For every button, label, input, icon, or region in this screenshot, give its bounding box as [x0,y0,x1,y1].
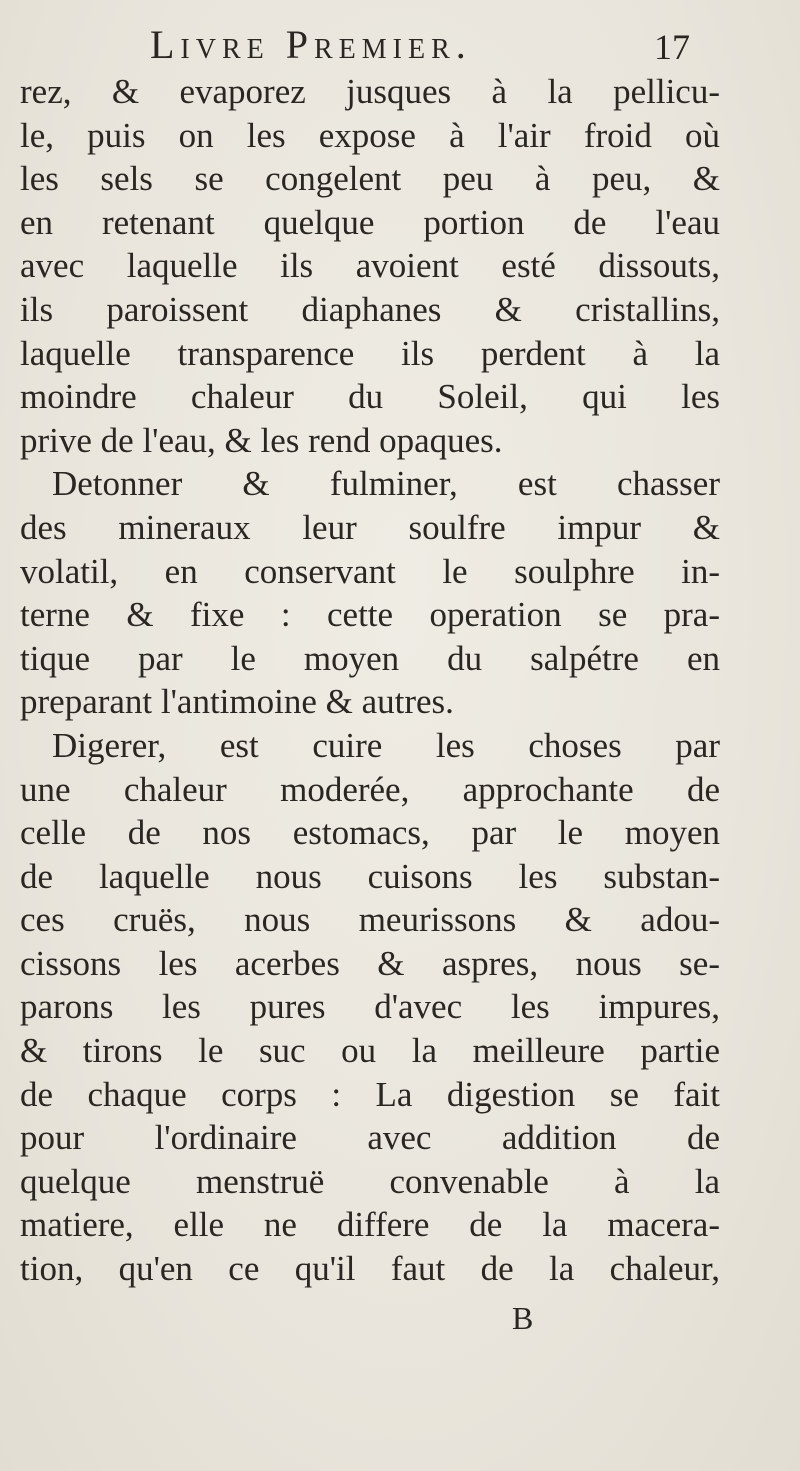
text-line: prive de l'eau, & les rend opaques. [20,420,503,460]
text-line: quelque menstruë convenable à la [20,1161,720,1201]
text-line: avec laquelle ils avoient esté dissouts, [20,246,720,286]
page-number: 17 [654,27,690,67]
text-line: preparant l'antimoine & autres. [20,682,454,722]
text-line: ils paroissent diaphanes & cristallins, [20,289,720,329]
text-line: le, puis on les expose à l'air froid où [20,115,720,155]
text-line: volatil, en conservant le soulphre in- [20,551,720,591]
text-line: tion, qu'en ce qu'il faut de la chaleur, [20,1249,720,1289]
text-line: matiere, elle ne differe de la macera- [20,1205,720,1245]
text-line: celle de nos estomacs, par le moyen [20,813,720,853]
text-line: tique par le moyen du salpétre en [20,638,720,678]
text-line: & tirons le suc ou la meilleure partie [20,1031,720,1071]
text-line: laquelle transparence ils perdent à la [20,333,720,373]
text-line: parons les pures d'avec les impures, [20,987,720,1027]
text-line: de laquelle nous cuisons les substan- [20,856,720,896]
text-line: de chaque corps : La digestion se fait [20,1074,720,1114]
text-line: des mineraux leur soulfre impur & [20,507,720,547]
paragraph-start-line: Digerer, est cuire les choses par [52,725,720,765]
page-header [150,20,690,70]
text-line: les sels se congelent peu à peu, & [20,159,720,199]
text-line: en retenant quelque portion de l'eau [20,202,720,242]
body-text [20,70,720,1291]
text-line: une chaleur moderée, approchante de [20,769,720,809]
text-line: terne & fixe : cette operation se pra- [20,595,720,635]
running-head: Livre Premier. [150,22,472,67]
text-line: cissons les acerbes & aspres, nous se- [20,943,720,983]
text-line: rez, & evaporez jusques à la pellicu- [20,72,720,111]
text-line: pour l'ordinaire avec addition de [20,1118,720,1158]
text-line: ces cruës, nous meurissons & adou- [20,900,720,940]
text-line: moindre chaleur du Soleil, qui les [20,377,720,417]
signature-mark: B [512,1300,534,1336]
paragraph-start-line: Detonner & fulminer, est chasser [52,464,720,504]
